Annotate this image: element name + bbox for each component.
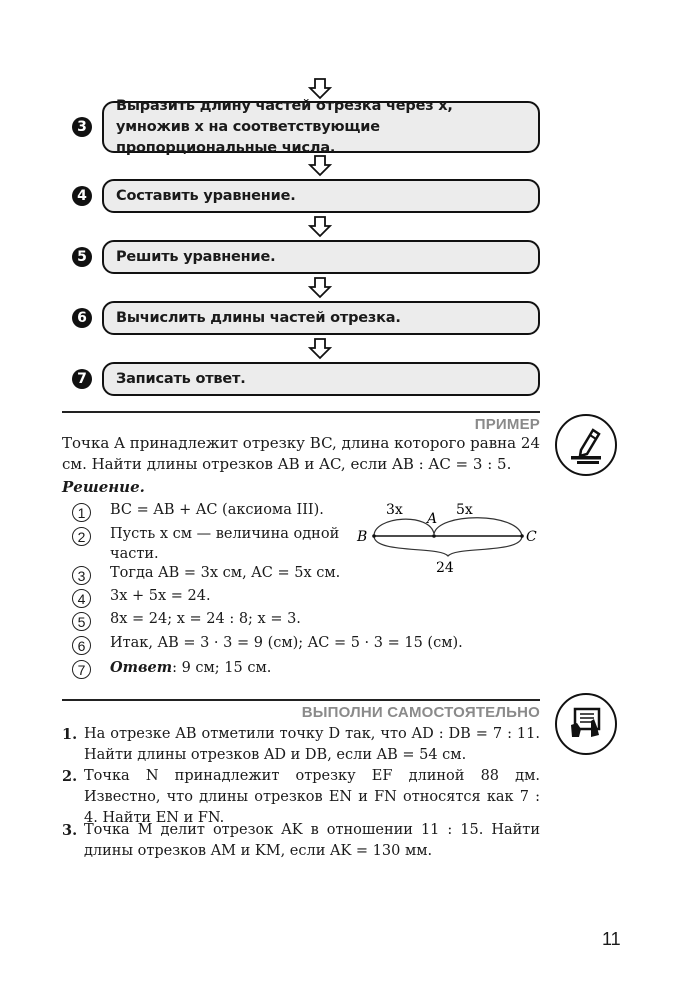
exercise-number: 1. <box>62 726 78 743</box>
exercise-number: 2. <box>62 768 78 785</box>
step-circle-number: 1 <box>72 503 91 522</box>
step-box <box>102 362 540 396</box>
step-number: 4 <box>72 186 92 206</box>
solution-text: BC = AB + AC (аксиома III). <box>110 502 324 518</box>
step-number: 5 <box>72 247 92 267</box>
step-circle-number: 3 <box>72 566 91 585</box>
step-text: Вычислить длины частей отрезка. <box>116 309 401 326</box>
label-3x: 3x <box>386 502 403 518</box>
segment-diagram <box>350 498 540 578</box>
step-circle-number: 2 <box>72 527 91 546</box>
answer-line <box>110 659 271 676</box>
exercise-number: 3. <box>62 822 78 839</box>
flow-step <box>62 362 540 396</box>
section-title-example: ПРИМЕР <box>474 416 540 433</box>
step-box <box>102 240 540 274</box>
label-24: 24 <box>436 560 454 576</box>
solution-text: Тогда AB = 3x см, AC = 5x см. <box>110 565 341 581</box>
step-circle-number: 4 <box>72 589 91 608</box>
solution-text: 3x + 5x = 24. <box>110 588 211 604</box>
flow-step <box>62 179 540 213</box>
answer-label: Ответ <box>110 659 173 676</box>
solution-label: Решение. <box>62 478 145 496</box>
page-number: 11 <box>602 929 621 949</box>
step-text: Составить уравнение. <box>116 187 296 204</box>
step-text: Решить уравнение. <box>116 248 276 265</box>
exercise-item <box>62 820 540 862</box>
label-a: A <box>427 511 438 527</box>
step-text: Выразить длину частей отрезка через x, умножив x на соответствующие пропорциональные числа. <box>116 97 453 156</box>
down-arrow-icon <box>308 338 332 360</box>
solution-text-cont: части. <box>110 546 159 562</box>
step-circle-number: 7 <box>72 660 91 679</box>
step-box <box>102 301 540 335</box>
section-title-exercises: ВЫПОЛНИ САМОСТОЯТЕЛЬНО <box>301 704 540 721</box>
pencil-writing-icon <box>555 414 617 476</box>
step-box <box>102 97 540 156</box>
section-divider <box>62 411 540 413</box>
step-number: 7 <box>72 369 92 389</box>
tablet-hands-icon <box>555 693 617 755</box>
label-5x: 5x <box>456 502 473 518</box>
exercise-text: Точка M делит отрезок AK в отношении 11 : 15. Найти длины отрезков AM и KM, если AK = 130 мм. <box>84 822 540 859</box>
flow-step <box>62 97 540 156</box>
point-a <box>432 534 436 538</box>
step-number: 3 <box>72 117 92 137</box>
exercise-item <box>62 724 540 766</box>
brace-bottom <box>374 536 522 556</box>
point-c <box>520 534 524 538</box>
solution-text: Итак, AB = 3 · 3 = 9 (см); AC = 5 · 3 = 15 (см). <box>110 635 463 651</box>
flow-step <box>62 301 540 335</box>
step-text: Записать ответ. <box>116 370 246 387</box>
down-arrow-icon <box>308 277 332 299</box>
section-divider <box>62 699 540 701</box>
label-c: C <box>526 529 537 545</box>
exercise-text: Точка N принадлежит отрезку EF длиной 88 дм. Известно, что длины отрезков EN и FN относятся как 7 : 4. Найти EN и FN. <box>84 768 540 826</box>
answer-text: : 9 см; 15 см. <box>172 660 272 676</box>
point-b <box>372 534 376 538</box>
brace-top <box>374 518 522 536</box>
step-box <box>102 179 540 213</box>
down-arrow-icon <box>308 216 332 238</box>
step-circle-number: 5 <box>72 612 91 631</box>
step-circle-number: 6 <box>72 636 91 655</box>
step-number: 6 <box>72 308 92 328</box>
example-problem: Точка A принадлежит отрезку BC, длина которого равна 24 см. Найти длины отрезков AB и AC, если AB : AC = 3 : 5. <box>62 434 540 473</box>
flow-step <box>62 240 540 274</box>
exercise-text: На отрезке AB отметили точку D так, что AD : DB = 7 : 11. Найти длины отрезков AD и DB, если AB = 54 см. <box>84 726 540 763</box>
solution-text: Пусть x см — величина одной <box>110 526 340 542</box>
label-b: B <box>357 529 368 545</box>
solution-text: 8x = 24; x = 24 : 8; x = 3. <box>110 611 301 627</box>
